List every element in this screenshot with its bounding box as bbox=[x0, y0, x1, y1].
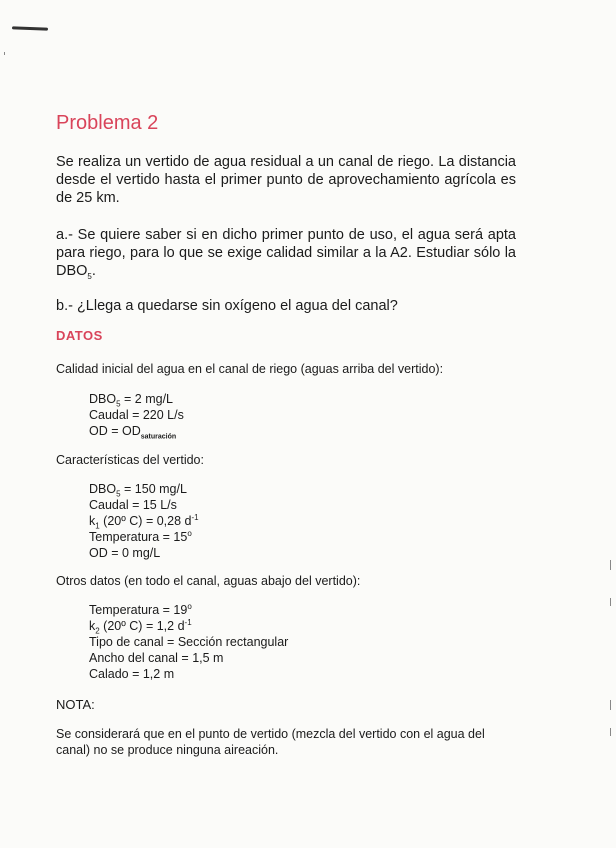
other-k2 bbox=[89, 618, 288, 634]
scan-artifact bbox=[4, 52, 5, 55]
temperatura-value: Temperatura = 15 bbox=[89, 530, 188, 544]
initial-od bbox=[89, 423, 184, 439]
intro-paragraph: Se realiza un vertido de agua residual a un canal de riego. La distancia desde el vertido hasta el primer punto de aprovechamiento agrícola es de 25 km. bbox=[56, 154, 516, 206]
k2-subscript: 2 bbox=[95, 626, 100, 636]
discharge-heading: Características del vertido: bbox=[56, 453, 204, 467]
discharge-k1 bbox=[89, 513, 199, 529]
initial-caudal: Caudal = 220 L/s bbox=[89, 408, 184, 422]
dbo-value: = 2 mg/L bbox=[120, 392, 174, 406]
k1-value: (20º C) = 0,28 d bbox=[99, 514, 192, 528]
other-ancho: Ancho del canal = 1,5 m bbox=[89, 651, 224, 665]
dbo-value: = 150 mg/L bbox=[120, 482, 187, 496]
nota-text: Se considerará que en el punto de vertido (mezcla del vertido con el agua del canal) no se produce ninguna aireación. bbox=[56, 727, 485, 757]
part-a-paragraph bbox=[56, 226, 516, 280]
other-list bbox=[89, 602, 288, 682]
other-tipo: Tipo de canal = Sección rectangular bbox=[89, 635, 289, 649]
discharge-od: OD = 0 mg/L bbox=[89, 546, 161, 560]
degree-superscript: o bbox=[187, 528, 192, 538]
scan-artifact bbox=[610, 598, 611, 606]
part-a-end: . bbox=[91, 263, 96, 279]
other-temperatura bbox=[89, 602, 288, 618]
datos-heading: DATOS bbox=[56, 328, 103, 343]
k2-superscript: -1 bbox=[184, 617, 192, 627]
discharge-list bbox=[89, 481, 199, 561]
part-a-subscript: 5 bbox=[87, 271, 92, 281]
dbo-subscript: 5 bbox=[116, 489, 121, 499]
nota-heading: NOTA: bbox=[56, 697, 95, 712]
temperatura-value: Temperatura = 19 bbox=[89, 603, 188, 617]
initial-quality-heading: Calidad inicial del agua en el canal de riego (aguas arriba del vertido): bbox=[56, 362, 444, 376]
scan-artifact bbox=[610, 560, 611, 570]
k2-value: (20º C) = 1,2 d bbox=[99, 619, 185, 633]
scan-artifact bbox=[12, 26, 48, 30]
other-calado: Calado = 1,2 m bbox=[89, 667, 175, 681]
od-subscript: saturación bbox=[140, 433, 177, 441]
od-label: OD = OD bbox=[89, 424, 141, 438]
scan-artifact bbox=[610, 700, 611, 710]
dbo-subscript: 5 bbox=[116, 399, 121, 409]
degree-superscript: o bbox=[187, 601, 192, 611]
part-a-text: a.- Se quiere saber si en dicho primer punto de uso, el agua será apta para riego, para lo que se exige calidad similar a la A2. Estudiar sólo la DBO bbox=[56, 227, 516, 279]
k1-label: k bbox=[89, 514, 96, 528]
discharge-caudal: Caudal = 15 L/s bbox=[89, 498, 177, 512]
scan-artifact bbox=[610, 728, 611, 736]
dbo-label: DBO bbox=[89, 482, 117, 496]
initial-dbo bbox=[89, 391, 184, 407]
dbo-label: DBO bbox=[89, 392, 117, 406]
other-heading: Otros datos (en todo el canal, aguas abajo del vertido): bbox=[56, 574, 361, 588]
problem-title: Problema 2 bbox=[56, 112, 159, 134]
k2-label: k bbox=[89, 619, 96, 633]
discharge-temperatura bbox=[89, 529, 199, 545]
part-b-paragraph: b.- ¿Llega a quedarse sin oxígeno el agua del canal? bbox=[56, 298, 398, 314]
k1-subscript: 1 bbox=[95, 521, 100, 531]
k1-superscript: -1 bbox=[191, 512, 199, 522]
discharge-dbo bbox=[89, 481, 199, 497]
initial-quality-list bbox=[89, 391, 184, 439]
